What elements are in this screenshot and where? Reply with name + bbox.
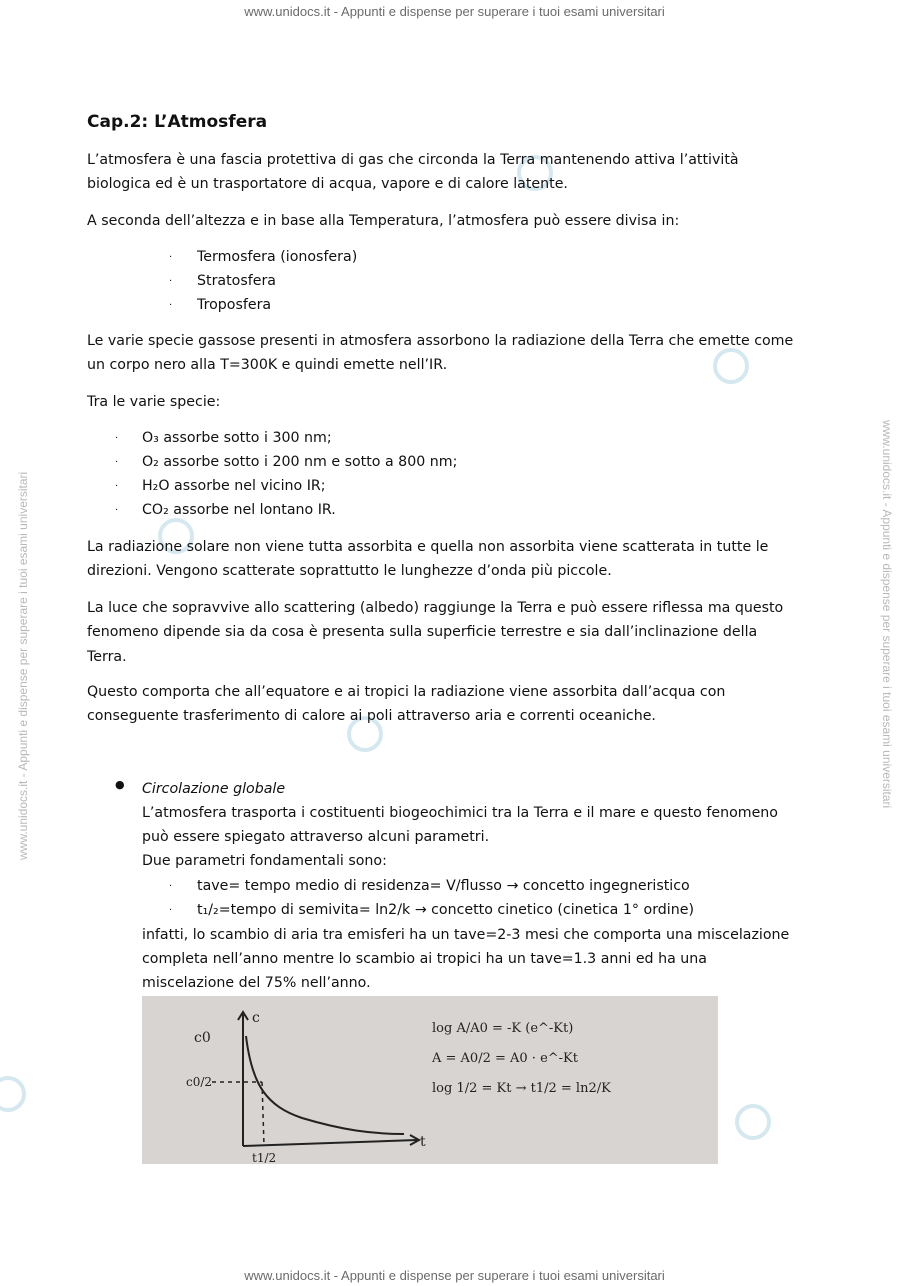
bullet-icon: ·	[169, 276, 173, 287]
left-side-watermark: www.unidocs.it - Appunti e dispense per superare i tuoi esami universitari	[16, 471, 30, 860]
y-axis-label: c	[252, 1010, 260, 1026]
decay-curve-sketch	[142, 996, 718, 1164]
text-line: La luce che sopravvive allo scattering (albedo) raggiunge la Terra e può essere riflessa ma questo	[87, 600, 784, 616]
section-heading: Circolazione globale	[142, 781, 286, 797]
bullet-icon: ·	[115, 481, 119, 492]
list-item: CO₂ assorbe nel lontano IR.	[142, 502, 336, 518]
text-line: Le varie specie gassose presenti in atmosfera assorbono la radiazione della Terra che emette come	[87, 333, 794, 349]
bullet-icon: ·	[115, 505, 119, 516]
text-line: miscelazione del 75% nell’anno.	[142, 975, 371, 991]
intro-paragraph	[87, 148, 827, 197]
radiation-paragraph	[87, 329, 827, 378]
text-line: infatti, lo scambio di aria tra emisferi ha un tave=2-3 mesi che comporta una miscelazione	[142, 927, 790, 943]
list-item: H₂O assorbe nel vicino IR;	[142, 478, 326, 494]
list-item: Troposfera	[197, 297, 272, 313]
text-line: L’atmosfera trasporta i costituenti biogeochimici tra la Terra e il mare e questo fenomeno	[142, 805, 778, 821]
text-line: conseguente trasferimento di calore ai poli attraverso aria e correnti oceaniche.	[87, 708, 656, 725]
bullet-icon: ·	[115, 457, 119, 468]
scattering-paragraph	[87, 535, 827, 584]
unidocs-logo-icon	[0, 1076, 26, 1112]
equator-paragraph	[87, 680, 827, 729]
x-axis	[243, 1140, 417, 1146]
text-line: Questo comporta che all’equatore e ai tropici la radiazione viene assorbita dall’acqua con	[87, 684, 726, 700]
equation-2: A = A0/2 = A0 · e^-Kt	[432, 1051, 578, 1066]
text-line: La radiazione solare non viene tutta assorbita e quella non assorbita viene scatterata in tutte le	[87, 539, 769, 555]
bullet-icon: ·	[169, 252, 173, 263]
equation-1: log A/A0 = -K (e^-Kt)	[432, 1021, 574, 1036]
text-line: un corpo nero alla T=300K e quindi emette nell’IR.	[87, 357, 448, 374]
list-item: O₂ assorbe sotto i 200 nm e sotto a 800 nm;	[142, 454, 458, 470]
species-intro: Tra le varie specie:	[87, 394, 221, 410]
list-item: t₁/₂=tempo di semivita= ln2/k → concetto cinetico (cinetica 1° ordine)	[197, 902, 694, 918]
x-axis-label: t	[420, 1134, 426, 1150]
bullet-icon: ·	[169, 905, 173, 916]
c0-label: c0	[194, 1030, 211, 1046]
footer-watermark: www.unidocs.it - Appunti e dispense per superare i tuoi esami universitari	[244, 1268, 665, 1283]
chapter-title: Cap.2: L’Atmosfera	[87, 112, 268, 132]
text-line: Due parametri fondamentali sono:	[142, 853, 387, 869]
albedo-paragraph	[87, 596, 827, 669]
bullet-icon: ●	[115, 778, 125, 791]
unidocs-logo-icon	[735, 1104, 771, 1140]
decay-curve	[246, 1036, 404, 1134]
text-line: può essere spiegato attraverso alcuni parametri.	[142, 829, 490, 845]
division-intro: A seconda dell’altezza e in base alla Temperatura, l’atmosfera può essere divisa in:	[87, 213, 680, 229]
list-item: Stratosfera	[197, 273, 276, 289]
text-line: direzioni. Vengono scatterate soprattutto le lunghezze d’onda più piccole.	[87, 563, 612, 580]
list-item: O₃ assorbe sotto i 300 nm;	[142, 430, 332, 446]
text-line: Terra.	[87, 648, 127, 665]
bullet-icon: ·	[169, 300, 173, 311]
text-line: fenomeno dipende sia da cosa è presenta sulla superficie terrestre e sia dall’inclinazione della	[87, 624, 758, 641]
right-side-watermark: www.unidocs.it - Appunti e dispense per superare i tuoi esami universitari	[880, 420, 894, 809]
bullet-icon: ·	[169, 881, 173, 892]
equation-3: log 1/2 = Kt → t1/2 = ln2/K	[432, 1081, 611, 1096]
bullet-icon: ·	[115, 433, 119, 444]
header-watermark: www.unidocs.it - Appunti e dispense per superare i tuoi esami universitari	[244, 4, 665, 19]
text-line: L’atmosfera è una fascia protettiva di gas che circonda la Terra mantenendo attiva l’attività	[87, 152, 739, 168]
c0-half-label: c0/2	[186, 1075, 213, 1089]
list-item: tave= tempo medio di residenza= V/flusso → concetto ingegneristico	[197, 878, 690, 894]
handwritten-decay-figure	[142, 996, 718, 1164]
t-half-label: t1/2	[252, 1151, 277, 1164]
list-item: Termosfera (ionosfera)	[197, 249, 358, 265]
text-line: biologica ed è un trasportatore di acqua, vapore e di calore latente.	[87, 176, 568, 193]
text-line: completa nell’anno mentre lo scambio ai tropici ha un tave=1.3 anni ed ha una	[142, 951, 707, 967]
